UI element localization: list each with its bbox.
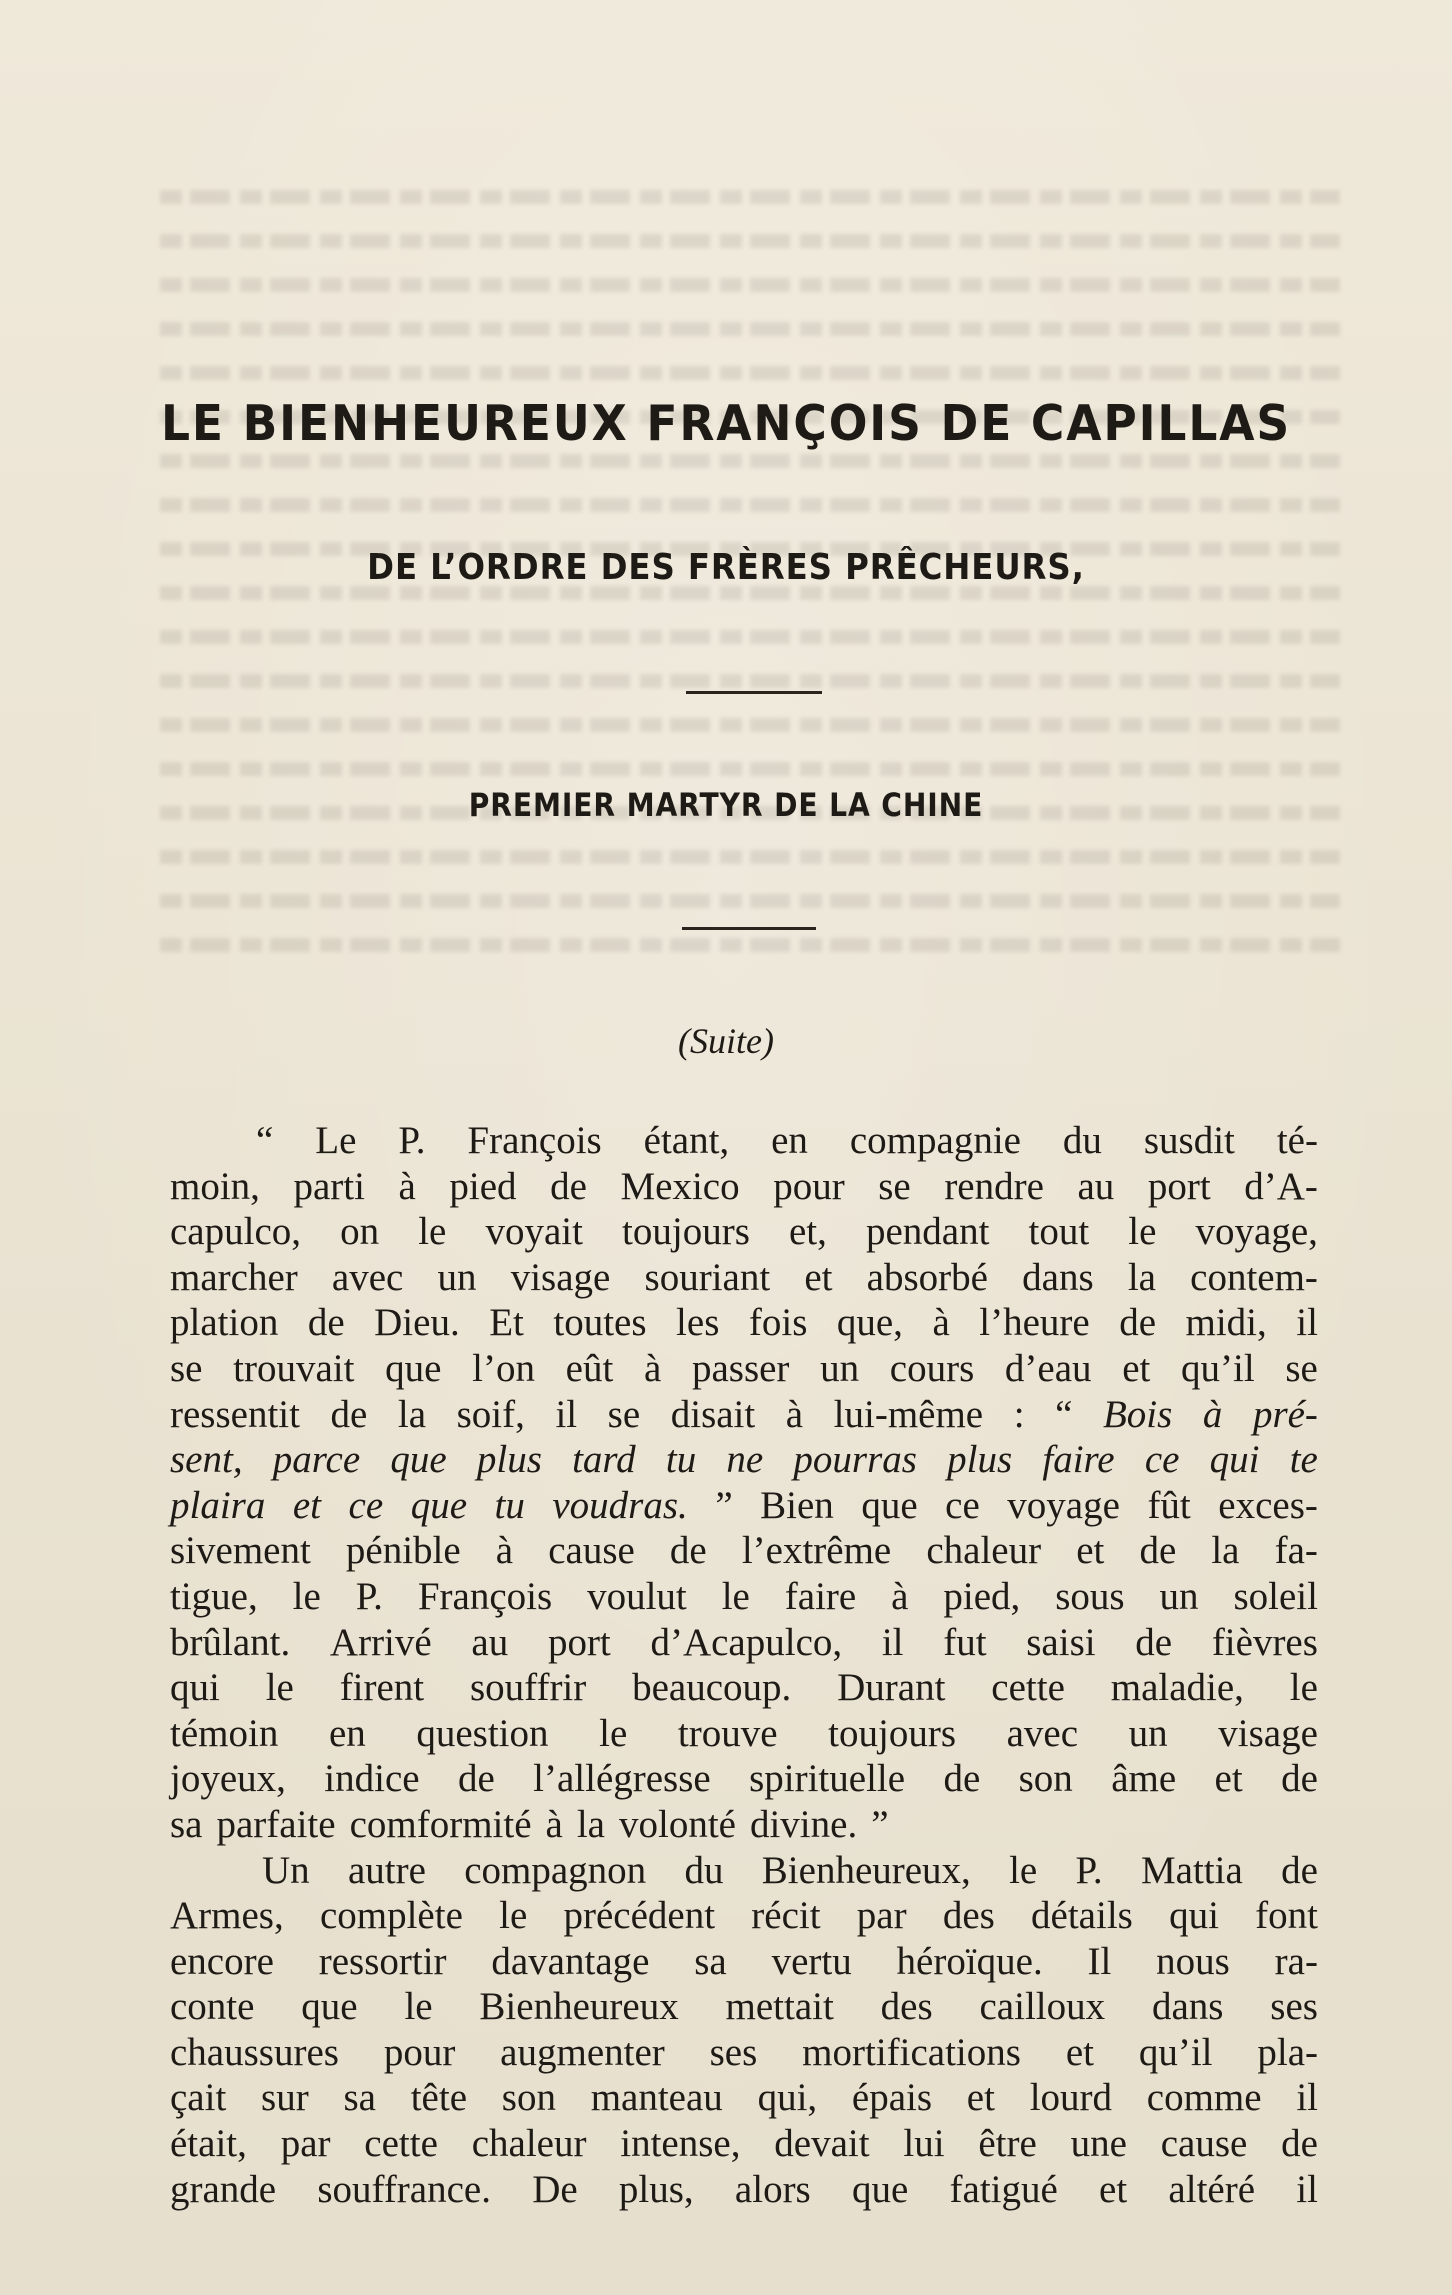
body-text [170, 1118, 1318, 2212]
text-line: joyeux, indice de l’allégresse spirituelle de son âme et de [170, 1757, 1318, 1801]
text-line: capulco, on le voyait toujours et, pendant tout le voyage, [170, 1210, 1318, 1254]
text-line: chaussures pour augmenter ses mortifications et qu’il pla- [170, 2030, 1318, 2074]
text-line: moin, parti à pied de Mexico pour se rendre au port d’A- [170, 1164, 1318, 1208]
text-line: Un autre compagnon du Bienheureux, le P. Mattia de [262, 1848, 1318, 1892]
text-line: çait sur sa tête son manteau qui, épais et lourd comme il [170, 2076, 1318, 2120]
text-line: plation de Dieu. Et toutes les fois que, à l’heure de midi, il [170, 1301, 1318, 1345]
section-heading: PREMIER MARTYR DE LA CHINE [468, 786, 984, 824]
text-line: sivement pénible à cause de l’extrême chaleur et de la fa- [170, 1529, 1318, 1573]
text-line: conte que le Bienheureux mettait des cailloux dans ses [170, 1985, 1318, 2029]
text-line: sa parfaite comformité à la volonté divine. ” [170, 1802, 889, 1846]
text-line: encore ressortir davantage sa vertu héroïque. Il nous ra- [170, 1939, 1318, 1983]
text-line: sent, parce que plus tard tu ne pourras plus faire ce qui te [170, 1438, 1318, 1482]
text-line: témoin en question le trouve toujours avec un visage [170, 1711, 1318, 1755]
page-subtitle: DE L’ORDRE DES FRÈRES PRÊCHEURS, [367, 547, 1085, 588]
continuation-text: (Suite) [678, 1021, 774, 1061]
text-line: “ Le P. François étant, en compagnie du susdit té- [256, 1119, 1318, 1162]
text-line: se trouvait que l’on eût à passer un cours d’eau et qu’il se [170, 1346, 1318, 1390]
text-line: grande souffrance. De plus, alors que fatigué et altéré il [170, 2167, 1318, 2211]
text-line: plaira et ce que tu voudras. ” Bien que ce voyage fût exces- [170, 1483, 1318, 1527]
text-line: marcher avec un visage souriant et absorbé dans la contem- [170, 1255, 1318, 1299]
text-line: Armes, complète le précédent récit par des détails qui font [170, 1894, 1318, 1938]
divider-rule [682, 927, 816, 930]
text-line: était, par cette chaleur intense, devait lui être une cause de [170, 2122, 1318, 2166]
show-through-text [160, 190, 1340, 990]
text-line: qui le firent souffrir beaucoup. Durant cette maladie, le [170, 1666, 1318, 1710]
text-line: tigue, le P. François voulut le faire à pied, sous un soleil [170, 1574, 1318, 1618]
divider-rule [686, 691, 822, 694]
text-line: brûlant. Arrivé au port d’Acapulco, il fut saisi de fièvres [170, 1620, 1318, 1664]
continuation-label [0, 1020, 1452, 1062]
page-title: LE BIENHEUREUX FRANÇOIS DE CAPILLAS [160, 395, 1292, 452]
text-line: ressentit de la soif, il se disait à lui-même : “ Bois à pré- [170, 1392, 1318, 1436]
